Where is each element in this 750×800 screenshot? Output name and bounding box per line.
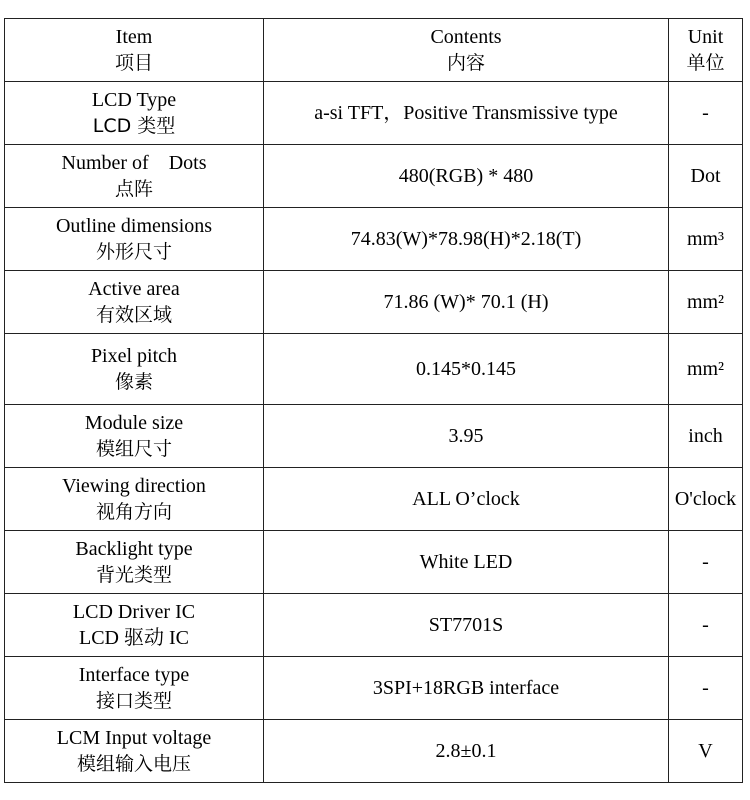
unit-value: mm³ xyxy=(686,228,725,250)
item-en: Interface type xyxy=(78,664,190,686)
contents-cell xyxy=(264,531,669,594)
item-cell xyxy=(5,334,264,405)
header-unit-cell xyxy=(669,19,743,82)
unit-cell xyxy=(669,720,743,783)
unit-value: - xyxy=(702,614,709,636)
item-cell xyxy=(5,208,264,271)
item-en: Backlight type xyxy=(75,538,193,560)
unit-cell xyxy=(669,271,743,334)
contents-value: a-si TFT，Positive Transmissive type xyxy=(314,102,618,124)
header-contents-zh: 内容 xyxy=(446,52,485,74)
item-zh: LCD 驱动 IC xyxy=(79,627,189,649)
item-en: Module size xyxy=(84,412,184,434)
item-en: Number of Dots xyxy=(61,152,207,174)
item-zh: 模组输入电压 xyxy=(76,753,191,775)
contents-cell xyxy=(264,208,669,271)
item-zh: LCD 类型 xyxy=(92,115,176,137)
contents-value: White LED xyxy=(419,551,513,573)
contents-value: 74.83(W)*78.98(H)*2.18(T) xyxy=(350,228,582,250)
unit-value: - xyxy=(702,551,709,573)
item-cell xyxy=(5,657,264,720)
unit-value: inch xyxy=(688,425,723,447)
item-en: Pixel pitch xyxy=(90,345,178,367)
item-zh: 有效区域 xyxy=(95,304,172,326)
item-cell xyxy=(5,145,264,208)
table-row xyxy=(5,594,743,657)
table-row xyxy=(5,468,743,531)
table-row xyxy=(5,271,743,334)
header-unit-zh: 单位 xyxy=(686,52,725,74)
unit-cell xyxy=(669,531,743,594)
table-row xyxy=(5,720,743,783)
contents-cell xyxy=(264,594,669,657)
contents-value: ST7701S xyxy=(428,614,504,636)
item-zh: 视角方向 xyxy=(95,501,172,523)
contents-cell xyxy=(264,82,669,145)
table-row xyxy=(5,334,743,405)
item-zh: 点阵 xyxy=(114,178,153,200)
unit-cell xyxy=(669,594,743,657)
header-item-en: Item xyxy=(115,26,153,48)
unit-cell xyxy=(669,405,743,468)
unit-value: O'clock xyxy=(674,488,737,510)
table-row xyxy=(5,405,743,468)
contents-cell xyxy=(264,720,669,783)
contents-value: 480(RGB) * 480 xyxy=(398,165,534,187)
header-unit-en: Unit xyxy=(687,26,724,48)
item-cell xyxy=(5,405,264,468)
item-en: LCD Type xyxy=(91,89,177,111)
item-cell xyxy=(5,468,264,531)
unit-cell xyxy=(669,334,743,405)
item-cell xyxy=(5,531,264,594)
unit-cell xyxy=(669,145,743,208)
table-row xyxy=(5,657,743,720)
unit-cell xyxy=(669,468,743,531)
item-en: Active area xyxy=(88,278,180,300)
unit-value: mm² xyxy=(686,291,725,313)
contents-value: ALL O’clock xyxy=(412,488,520,510)
header-contents-en: Contents xyxy=(430,26,502,48)
item-cell xyxy=(5,594,264,657)
item-en: LCD Driver IC xyxy=(72,601,196,623)
unit-cell xyxy=(669,657,743,720)
contents-value: 3.95 xyxy=(448,425,484,447)
table-row xyxy=(5,531,743,594)
table-row xyxy=(5,208,743,271)
item-en: Outline dimensions xyxy=(55,215,213,237)
item-zh: 模组尺寸 xyxy=(95,438,172,460)
contents-cell xyxy=(264,468,669,531)
item-zh: 接口类型 xyxy=(95,690,172,712)
item-zh: 像素 xyxy=(114,371,153,393)
contents-cell xyxy=(264,405,669,468)
contents-cell xyxy=(264,271,669,334)
table-row xyxy=(5,145,743,208)
item-zh: 背光类型 xyxy=(95,564,172,586)
item-en: Viewing direction xyxy=(62,475,206,497)
item-cell xyxy=(5,271,264,334)
item-cell xyxy=(5,720,264,783)
unit-cell xyxy=(669,208,743,271)
item-cell xyxy=(5,82,264,145)
contents-value: 71.86 (W)* 70.1 (H) xyxy=(383,291,549,313)
item-en: LCM Input voltage xyxy=(56,727,212,749)
contents-value: 2.8±0.1 xyxy=(435,740,497,762)
header-contents-cell xyxy=(264,19,669,82)
contents-value: 0.145*0.145 xyxy=(416,358,516,380)
table-row xyxy=(5,82,743,145)
contents-cell xyxy=(264,334,669,405)
unit-value: - xyxy=(702,102,709,124)
unit-cell xyxy=(669,82,743,145)
header-item-cell xyxy=(5,19,264,82)
header-item-zh: 项目 xyxy=(114,52,153,74)
contents-value: 3SPI+18RGB interface xyxy=(372,677,560,699)
item-zh: 外形尺寸 xyxy=(95,241,172,263)
unit-value: mm² xyxy=(686,358,725,380)
header-row xyxy=(5,19,743,82)
spec-table xyxy=(4,18,743,783)
unit-value: Dot xyxy=(690,165,721,187)
unit-value: - xyxy=(702,677,709,699)
unit-value: V xyxy=(698,740,713,762)
contents-cell xyxy=(264,145,669,208)
contents-cell xyxy=(264,657,669,720)
